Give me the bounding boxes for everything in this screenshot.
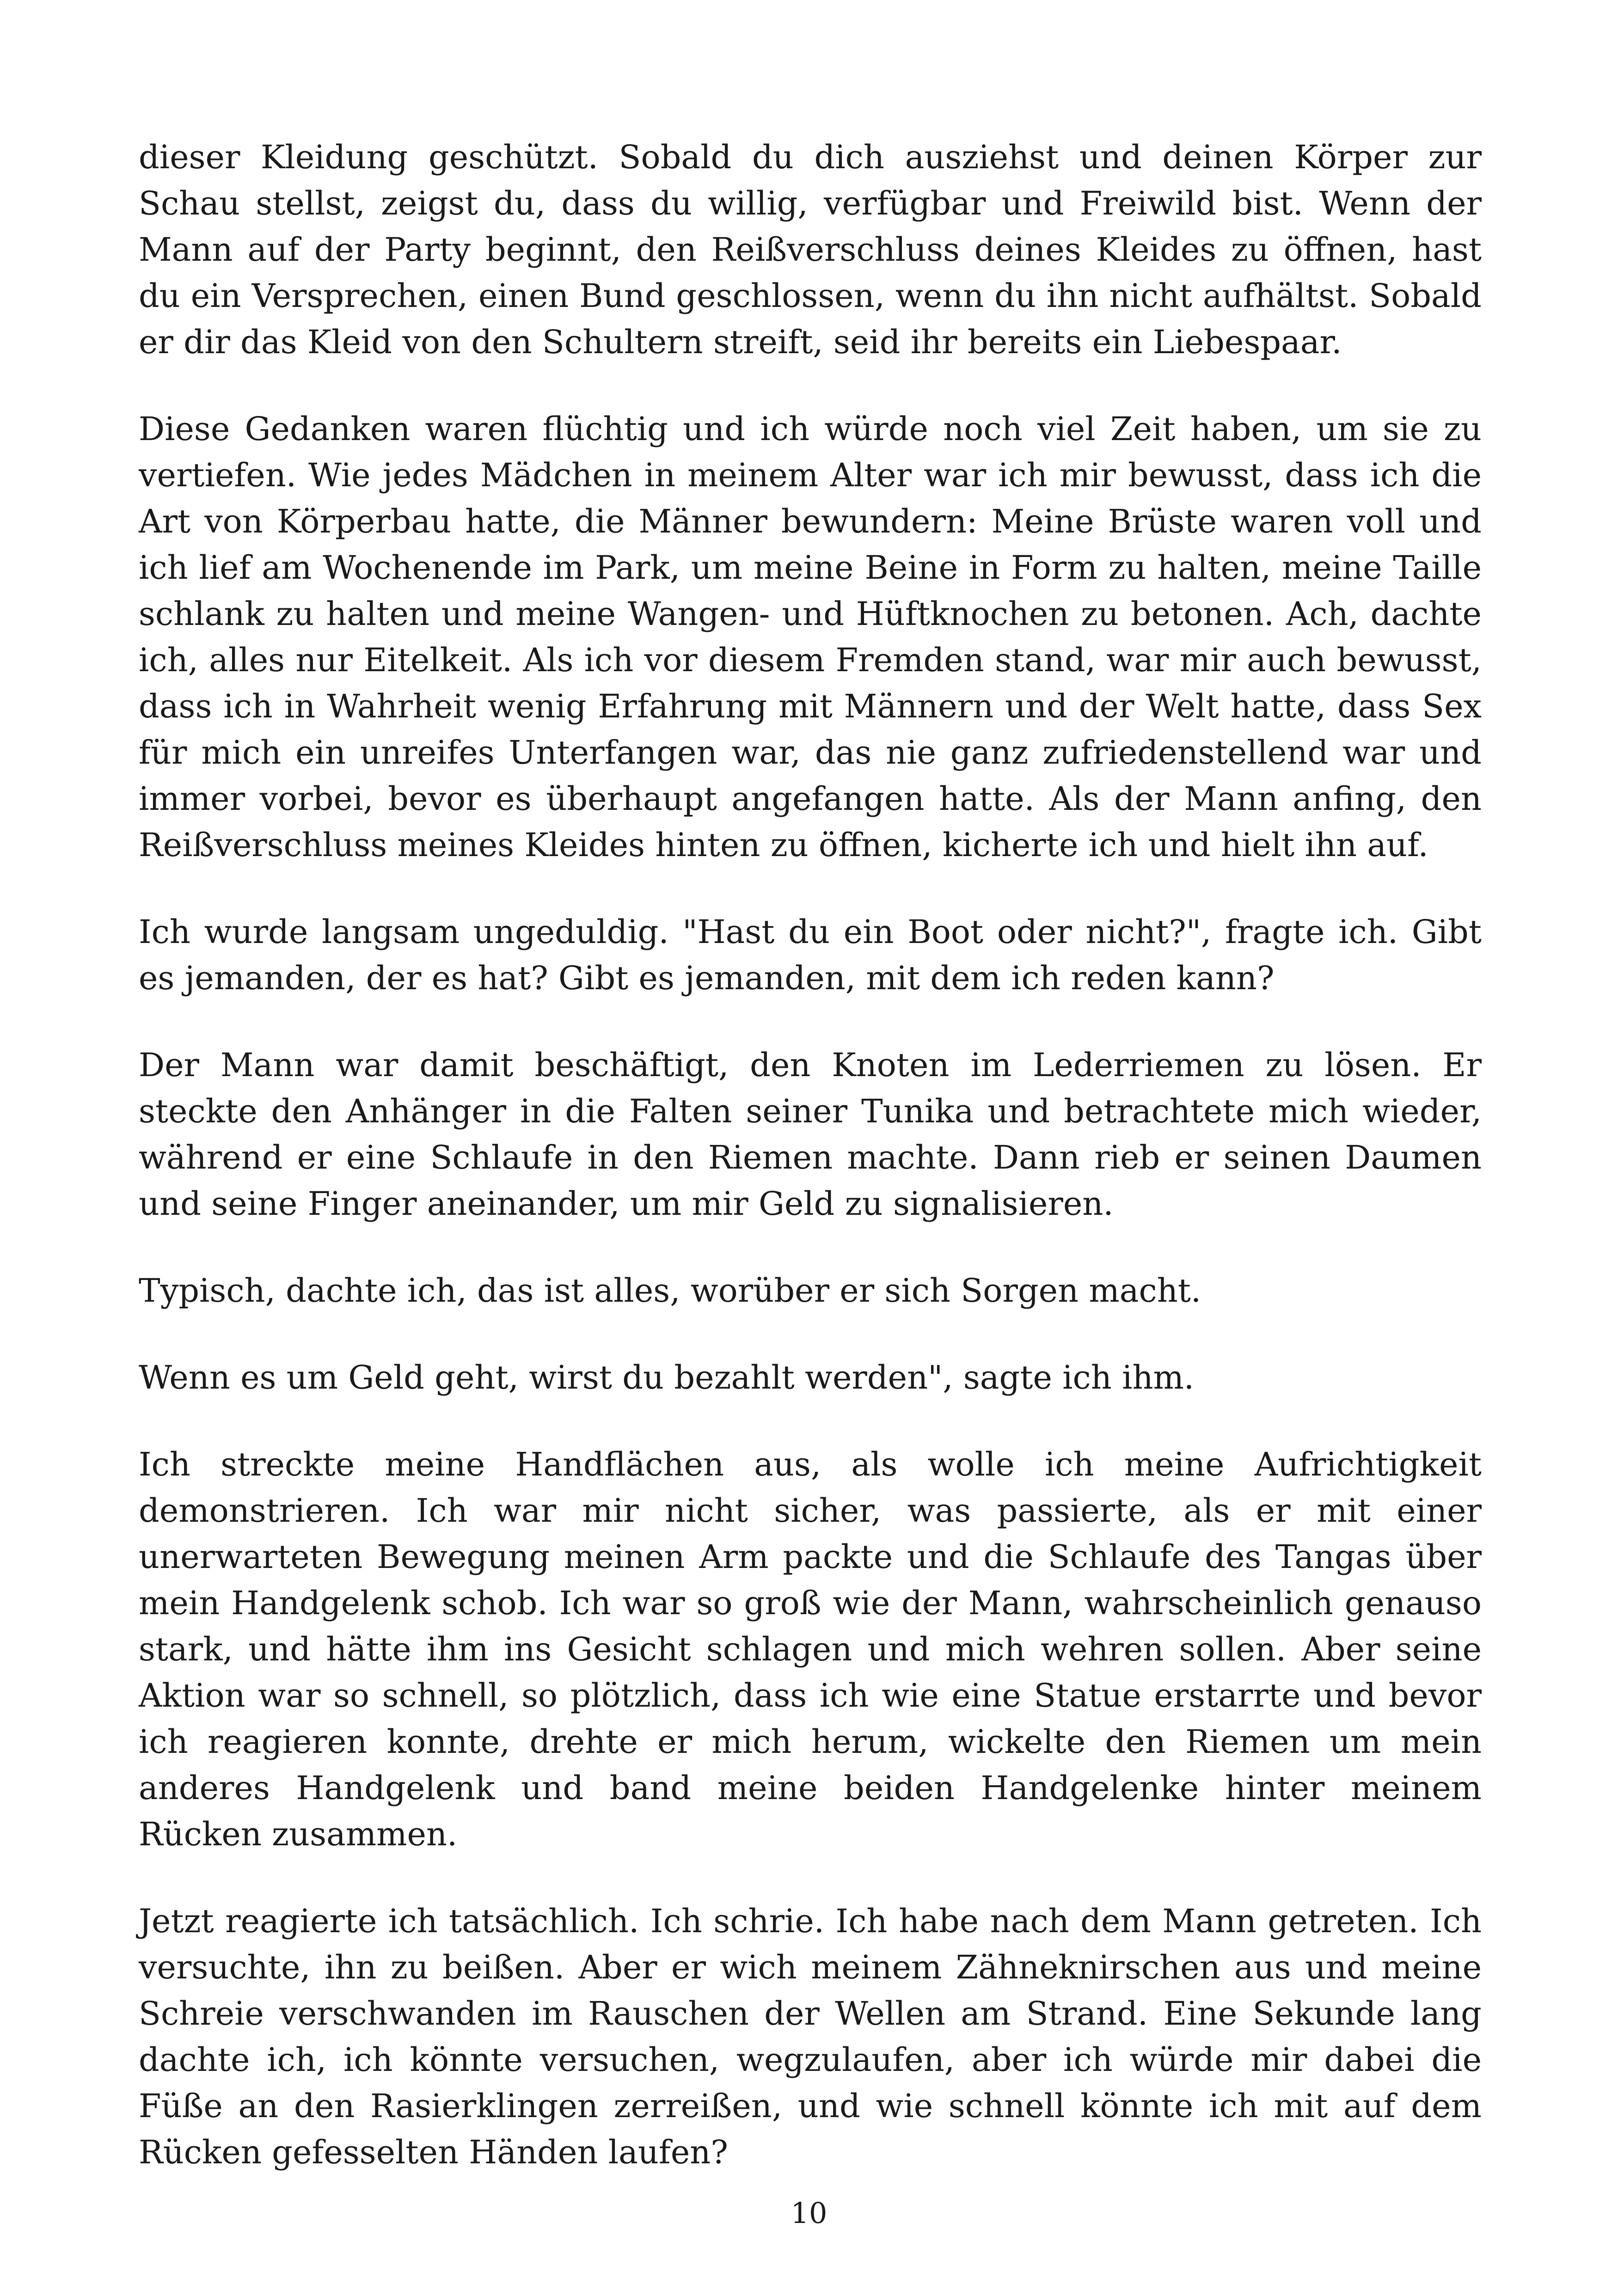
document-body [139, 134, 1482, 2216]
paragraph-3: Ich wurde langsam ungeduldig. "Hast du ein Boot oder nicht?", fragte ich. Gibt es jemanden, der es hat? Gibt es jemanden, mit dem ich reden kann? [139, 913, 1482, 997]
paragraph-4: Der Mann war damit beschäftigt, den Knoten im Lederriemen zu lösen. Er steckte den Anhänger in die Falten seiner Tunika und betrachtete mich wieder, während er eine Schlaufe in den Riemen machte. Dann rieb er seinen Daumen und seine Finger aneinander, um mir Geld zu signalisieren. [139, 1046, 1482, 1223]
paragraph-5: Typisch, dachte ich, das ist alles, worüber er sich Sorgen macht. [139, 1272, 1201, 1310]
paragraph-6: Wenn es um Geld geht, wirst du bezahlt werden", sagte ich ihm. [139, 1359, 1195, 1396]
page-number: 10 [791, 2196, 827, 2230]
paragraph-2: Diese Gedanken waren flüchtig und ich würde noch viel Zeit haben, um sie zu vertiefen. Wie jedes Mädchen in meinem Alter war ich mir bewusst, dass ich die Art von Körperbau hatte, die Männer bewundern: Meine Brüste waren voll und ich lief am Wochenende im Park, um meine Beine in Form zu halten, meine Taille schlank zu halten und meine Wangen- und Hüftknochen zu betonen. Ach, dachte ich, alles nur Eitelkeit. Als ich vor diesem Fremden stand, war mir auch bewusst, dass ich in Wahrheit wenig Erfahrung mit Männern und der Welt hatte, dass Sex für mich ein unreifes Unterfangen war, das nie ganz zufriedenstellend war und immer vorbei, bevor es überhaupt angefangen hatte. Als der Mann anfing, den Reißverschluss meines Kleides hinten zu öffnen, kicherte ich und hielt ihn auf. [139, 410, 1482, 864]
paragraph-8: Jetzt reagierte ich tatsächlich. Ich schrie. Ich habe nach dem Mann getreten. Ich versuchte, ihn zu beißen. Aber er wich meinem Zähneknirschen aus und meine Schreie verschwanden im Rauschen der Wellen am Strand. Eine Sekunde lang dachte ich, ich könnte versuchen, wegzulaufen, aber ich würde mir dabei die Füße an den Rasierklingen zerreißen, und wie schnell könnte ich mit auf dem Rücken gefesselten Händen laufen? [139, 1902, 1482, 2171]
paragraph-1: dieser Kleidung geschützt. Sobald du dich ausziehst und deinen Körper zur Schau stellst, zeigst du, dass du willig, verfügbar und Freiwild bist. Wenn der Mann auf der Party beginnt, den Reißverschluss deines Kleides zu öffnen, hast du ein Versprechen, einen Bund geschlossen, wenn du ihn nicht aufhältst. Sobald er dir das Kleid von den Schultern streift, seid ihr bereits ein Liebespaar. [139, 138, 1482, 361]
paragraph-7: Ich streckte meine Handflächen aus, als wolle ich meine Aufrichtigkeit demonstrieren. Ich war mir nicht sicher, was passierte, als er mit einer unerwarteten Bewegung meinen Arm packte und die Schlaufe des Tangas über mein Handgelenk schob. Ich war so groß wie der Mann, wahrscheinlich genauso stark, und hätte ihm ins Gesicht schlagen und mich wehren sollen. Aber seine Aktion war so schnell, so plötzlich, dass ich wie eine Statue erstarrte und bevor ich reagieren konnte, drehte er mich herum, wickelte den Riemen um mein anderes Handgelenk und band meine beiden Handgelenke hinter meinem Rücken zusammen. [139, 1445, 1482, 1853]
